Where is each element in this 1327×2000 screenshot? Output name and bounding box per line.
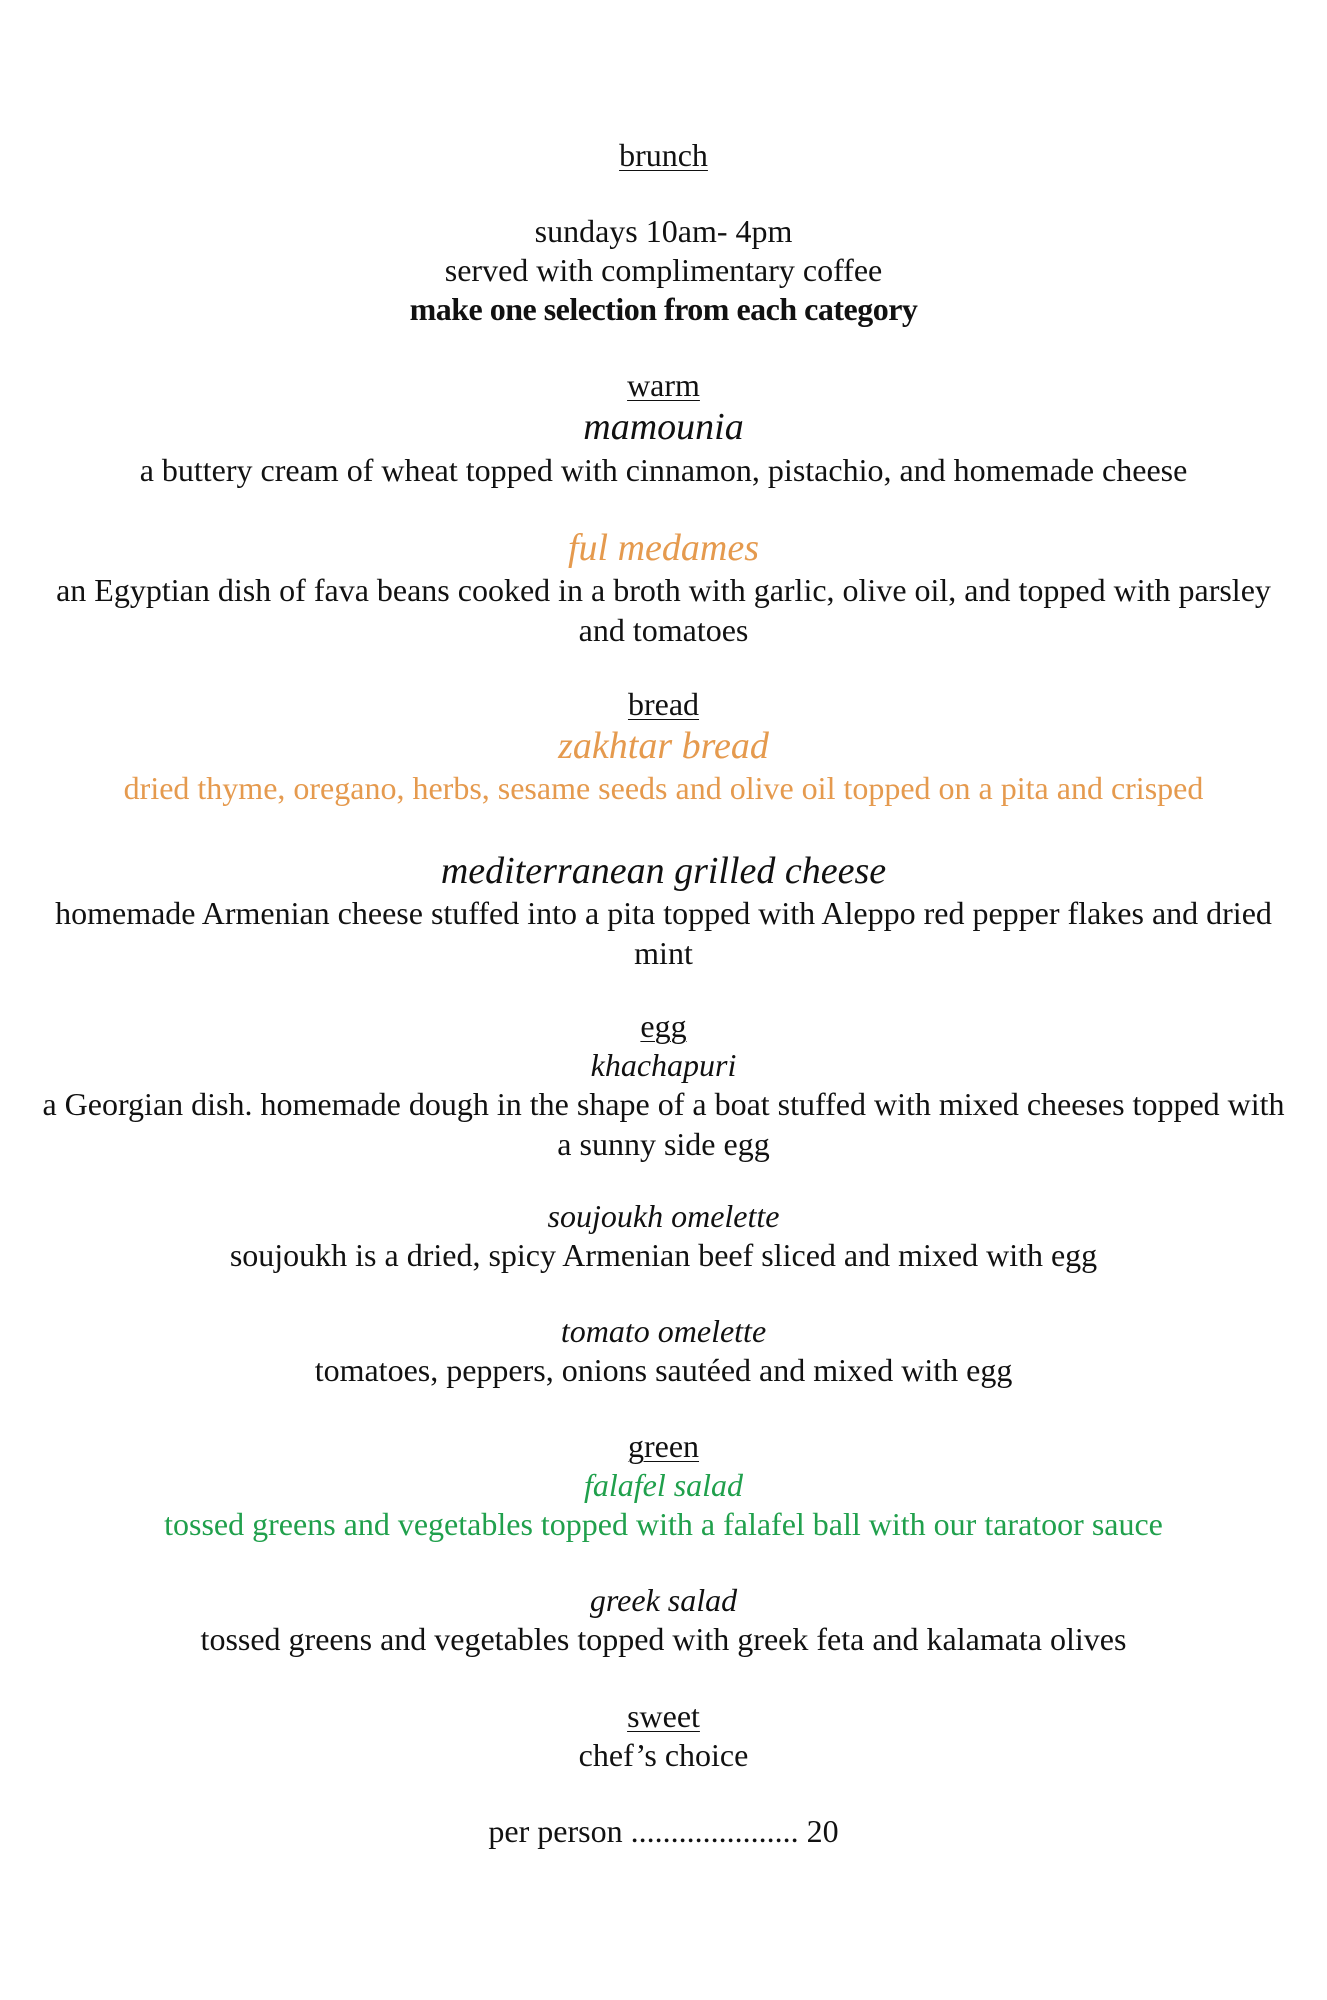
dish-name-mamounia: mamounia [583,406,744,448]
category-heading-warm: warm [627,367,700,403]
brunch-hours: sundays 10am- 4pm [534,213,793,249]
dish-name-khachapuri: khachapuri [590,1047,737,1083]
dish-description-zakhtar-bread: dried thyme, oregano, herbs, sesame seeds and olive oil topped on a pita and crisped [123,770,1204,806]
dish-name-tomato-omelette: tomato omelette [560,1313,767,1349]
category-heading-bread: bread [627,686,700,722]
selection-instruction: make one selection from each category [409,291,918,327]
dish-description-mamounia: a buttery cream of wheat topped with cinnamon, pistachio, and homemade cheese [139,452,1188,488]
dish-name-falafel-salad: falafel salad [583,1467,744,1503]
dish-name-zakhtar-bread: zakhtar bread [558,725,769,767]
dish-name-mediterranean-grilled-cheese: mediterranean grilled cheese [440,850,887,892]
dish-description-khachapuri: a Georgian dish. homemade dough in the shape of a boat stuffed with mixed cheeses topped with a sunny side egg [42,1086,1285,1162]
price-per-person: per person ..................... 20 [488,1813,839,1849]
dish-description-greek-salad: tossed greens and vegetables topped with greek feta and kalamata olives [200,1621,1127,1657]
dish-description-tomato-omelette: tomatoes, peppers, onions sautéed and mixed with egg [314,1352,1013,1388]
dish-description-soujoukh-omelette: soujoukh is a dried, spicy Armenian beef sliced and mixed with egg [229,1237,1098,1273]
category-heading-green: green [627,1428,700,1464]
menu-title: brunch [619,137,708,173]
dish-description-mediterranean-grilled-cheese: homemade Armenian cheese stuffed into a pita topped with Aleppo red pepper flakes and dried mint [55,895,1272,971]
dish-name-ful-medames: ful medames [567,527,760,569]
coffee-note: served with complimentary coffee [444,252,883,288]
category-heading-egg: egg [640,1008,687,1044]
dish-description-ful-medames: an Egyptian dish of fava beans cooked in a broth with garlic, olive oil, and topped with parsley and tomatoes [56,572,1271,648]
dish-description-falafel-salad: tossed greens and vegetables topped with a falafel ball with our taratoor sauce [164,1506,1163,1542]
dish-description-chefs-choice: chef’s choice [578,1737,749,1773]
category-heading-sweet: sweet [627,1698,700,1734]
dish-name-soujoukh-omelette: soujoukh omelette [547,1198,780,1234]
dish-name-greek-salad: greek salad [589,1582,738,1618]
